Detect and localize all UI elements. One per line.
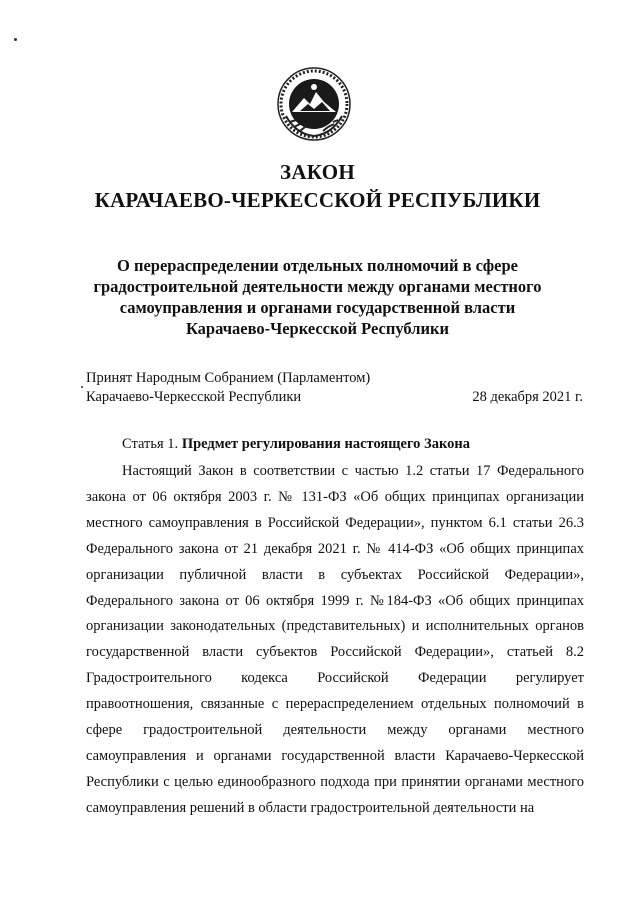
coat-of-arms-icon	[276, 66, 352, 142]
article-label: Статья 1.	[122, 436, 179, 452]
scan-speck	[14, 38, 17, 41]
adoption-line-2: Карачаево-Черкесской Республики	[86, 389, 302, 405]
law-subtitle: О перераспределении отдельных полномочий в сфере градостроительной деятельности между органами местного самоуправления и органами государственной власти Карачаево-Черкесской Республики	[93, 256, 542, 338]
adoption-info	[86, 369, 370, 407]
adoption-date: 28 декабря 2021 г.	[472, 389, 583, 405]
republic-title: КАРАЧАЕВО-ЧЕРКЕССКОЙ РЕСПУБЛИКИ	[94, 188, 541, 212]
adoption-line-1: Принят Народным Собранием (Парламентом)	[86, 370, 371, 386]
scan-speck	[81, 386, 83, 388]
article-body: Настоящий Закон в соответствии с частью 1.2 статьи 17 Федерального закона от 06 октября 2003 г. № 131-ФЗ «Об общих принципах организации местного самоуправления в Российской Федерации», пунктом 6.1 статьи 26.3 Федерального закона от 21 декабря 2021 г. № 414-ФЗ «Об общих принципах организации публичной власти в субъектах Российской Федерации», Федерального закона от 06 октября 1999 г. №184-ФЗ «Об общих принципах организации законодательных (представительных) и исполнительных органов государственной власти субъектов Российской Федерации», статьей 8.2 Градостроительного кодекса Российской Федерации регулирует правоотношения, связанные с перераспределением отдельных полномочий в сфере градостроительной деятельности между органами местного самоуправления и органами государственной власти Карачаево-Черкесской Республики с целью единообразного подхода при принятии органами местного самоуправления решений в области градостроительной деятельности на	[86, 463, 584, 816]
document-type-title: ЗАКОН	[279, 160, 356, 184]
article-heading	[122, 436, 470, 453]
article-title: Предмет регулирования настоящего Закона	[181, 436, 470, 452]
